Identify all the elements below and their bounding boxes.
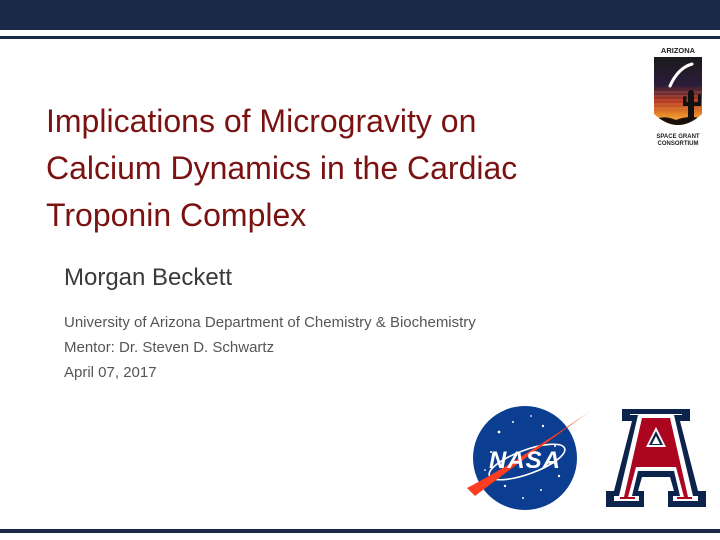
affiliation: University of Arizona Department of Chemistry & Biochemistry	[64, 314, 476, 331]
slide-title	[46, 98, 626, 239]
author-name: Morgan Beckett	[64, 264, 233, 291]
mentor: Mentor: Dr. Steven D. Schwartz	[64, 339, 275, 356]
asgc-top-text: ARIZONA	[660, 46, 696, 55]
nasa-meatball-logo	[463, 402, 591, 514]
title-line-3: Troponin Complex	[46, 197, 307, 233]
presentation-details	[64, 310, 476, 385]
asgc-bottom-text-2: CONSORTIUM	[657, 141, 699, 147]
university-of-arizona-block-a-logo	[600, 407, 712, 511]
bottom-rule	[0, 529, 720, 533]
top-band	[0, 0, 720, 30]
arizona-space-grant-logo	[648, 44, 708, 150]
title-line-2: Calcium Dynamics in the Cardiac	[46, 150, 518, 186]
nasa-text: NASA	[488, 447, 562, 474]
presentation-date: April 07, 2017	[64, 364, 157, 381]
top-rule	[0, 36, 720, 39]
asgc-bottom-text-1: SPACE GRANT	[656, 134, 700, 140]
title-line-1: Implications of Microgravity on	[46, 103, 477, 139]
